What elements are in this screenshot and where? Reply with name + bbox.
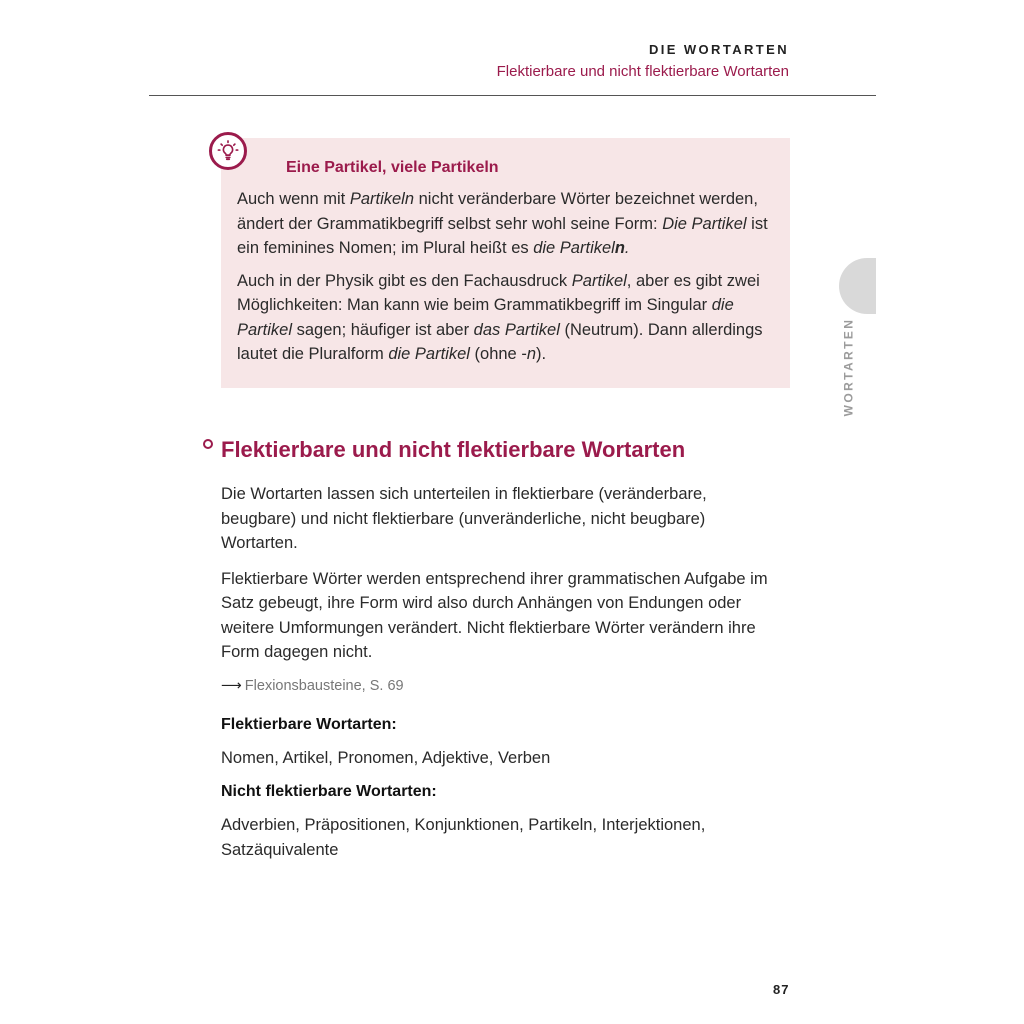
page-number: 87 (773, 982, 790, 997)
section-bullet-icon (203, 439, 213, 449)
flexible-heading: Flektierbare Wortarten: (221, 715, 397, 733)
info-box (221, 138, 790, 388)
body-paragraph: Flektierbare Wörter werden entsprechend ihrer grammatischen Aufgabe im Satz gebeugt, ihre Form wird also durch Anhängen von Endungen oder weitere Umformungen verändert. Nicht flektierbare Wörter verändern ihre Form dagegen nicht. (221, 569, 768, 661)
cross-reference (221, 676, 781, 696)
chapter-label: DIE WORTARTEN (648, 42, 789, 57)
running-head (497, 42, 789, 80)
non-flexible-heading: Nicht flektierbare Wortarten: (221, 783, 437, 800)
header-rule (149, 95, 876, 96)
info-box-paragraph: Auch wenn mit Partikeln nicht veränderbare Wörter bezeichnet werden, ändert der Grammatikbegriff selbst sehr wohl seine Form: Die Partikel ist ein feminines Nomen; im Plural heißt es die Partikeln. (237, 190, 768, 257)
chapter-thumb-tab (839, 258, 876, 314)
section-body (221, 482, 781, 873)
lightbulb-icon (209, 132, 247, 170)
info-box-paragraph: Auch in der Physik gibt es den Fachausdruck Partikel, aber es gibt zwei Möglichkeiten: Man kann wie beim Grammatikbegriff im Singular die Partikel sagen; häufiger ist aber das Partikel (Neutrum). Dann allerdings lautet die Pluralform die Partikel (ohne -n). (237, 271, 763, 363)
non-flexible-list: Adverbien, Präpositionen, Konjunktionen, Partikeln, Interjektionen, Satzäquivalente (221, 816, 706, 859)
info-box-title: Eine Partikel, viele Partikeln (286, 159, 499, 176)
flexible-list: Nomen, Artikel, Pronomen, Adjektive, Verben (221, 748, 551, 767)
arrow-right-icon: ⟶ (221, 677, 242, 694)
cross-reference-text: Flexionsbausteine, S. 69 (244, 677, 404, 694)
chapter-subtitle: Flektierbare und nicht flektierbare Wortarten (496, 63, 789, 80)
body-paragraph: Die Wortarten lassen sich unterteilen in flektierbare (veränderbare, beugbare) und nicht flektierbare (unveränderliche, nicht beugbare) Wortarten. (221, 485, 707, 552)
section-heading: Flektierbare und nicht flektierbare Wortarten (221, 437, 686, 462)
chapter-side-label: WORTARTEN (841, 317, 856, 417)
